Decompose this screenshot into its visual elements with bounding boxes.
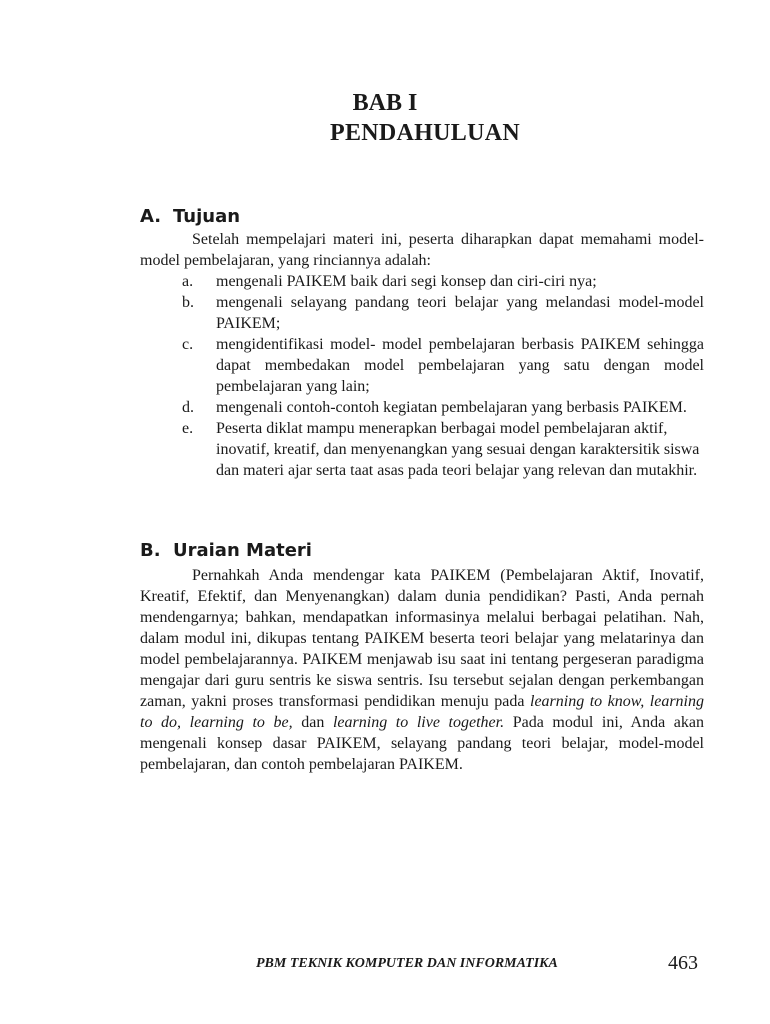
- list-item-marker: a.: [182, 273, 194, 290]
- section-b-text-part3: Pada modul ini, Anda akan mengenali konsep dasar PAIKEM, selayang pandang teori belajar, model-model pembelajaran, dan contoh pembelajaran PAIKEM.: [140, 714, 705, 773]
- section-a-letter: A.: [140, 206, 162, 227]
- section-b-text-part2: dan: [292, 714, 333, 731]
- section-b-italic-1: learning to know, learning to do, learning to be,: [140, 693, 704, 731]
- section-b-letter: B.: [140, 540, 161, 561]
- footer-label: PBM TEKNIK KOMPUTER DAN INFORMATIKA: [256, 956, 558, 971]
- section-b-title: Uraian Materi: [173, 540, 312, 561]
- page-number: 463: [668, 952, 698, 974]
- list-item-text: mengenali selayang pandang teori belajar yang melandasi model-model PAIKEM;: [216, 294, 704, 332]
- section-a-intro-text: Setelah mempelajari materi ini, peserta diharapkan dapat memahami model-model pembelajaran, yang rinciannya adalah:: [140, 231, 704, 269]
- list-item: [140, 397, 704, 418]
- section-b-heading: [140, 540, 312, 562]
- list-item: [140, 292, 704, 334]
- list-item-marker: c.: [182, 336, 194, 353]
- list-item-marker: d.: [182, 399, 194, 416]
- section-a-title: Tujuan: [173, 206, 241, 227]
- list-item-marker: e.: [182, 420, 194, 437]
- list-item-text: mengenali contoh-contoh kegiatan pembelajaran yang berbasis PAIKEM.: [216, 399, 687, 416]
- list-item: [140, 418, 704, 481]
- chapter-number: BAB I: [352, 90, 418, 116]
- section-b-paragraph: [140, 565, 704, 775]
- list-item: [140, 334, 704, 397]
- chapter-title: PENDAHULUAN: [330, 120, 520, 146]
- section-a-intro: [140, 229, 704, 271]
- section-b-text-part1: Pernahkah Anda mendengar kata PAIKEM (Pembelajaran Aktif, Inovatif, Kreatif, Efektif, dan Menyenangkan) dalam dunia pendidikan? Pasti, Anda pernah mendengarnya; bahkan, mendapatkan informasinya melalui berbagai pelatihan. Nah, dalam modul ini, dikupas tentang PAIKEM beserta teori belajar yang melatarinya dan model pembelajarannya. PAIKEM menjawab isu saat ini tentang pergeseran paradigma mengajar dari guru sentris ke siswa sentris. Isu tersebut sejalan dengan perkembangan zaman, yakni proses transformasi pendidikan menuju pada: [140, 567, 704, 710]
- list-item: [140, 271, 704, 292]
- list-item-marker: b.: [182, 294, 194, 311]
- list-item-text: Peserta diklat mampu menerapkan berbagai model pembelajaran aktif, inovatif, kreatif, dan menyenangkan yang sesuai dengan karaktersitik siswa dan materi ajar serta taat asas pada teori belajar yang relevan dan mutakhir.: [216, 420, 700, 479]
- section-b-italic-2: learning to live together.: [332, 714, 505, 731]
- objectives-list: [140, 271, 704, 481]
- section-a-heading: [140, 206, 240, 228]
- list-item-text: mengenali PAIKEM baik dari segi konsep dan ciri-ciri nya;: [216, 273, 597, 290]
- list-item-text: mengidentifikasi model- model pembelajaran berbasis PAIKEM sehingga dapat membedakan model pembelajaran yang satu dengan model pembelajaran yang lain;: [216, 336, 704, 395]
